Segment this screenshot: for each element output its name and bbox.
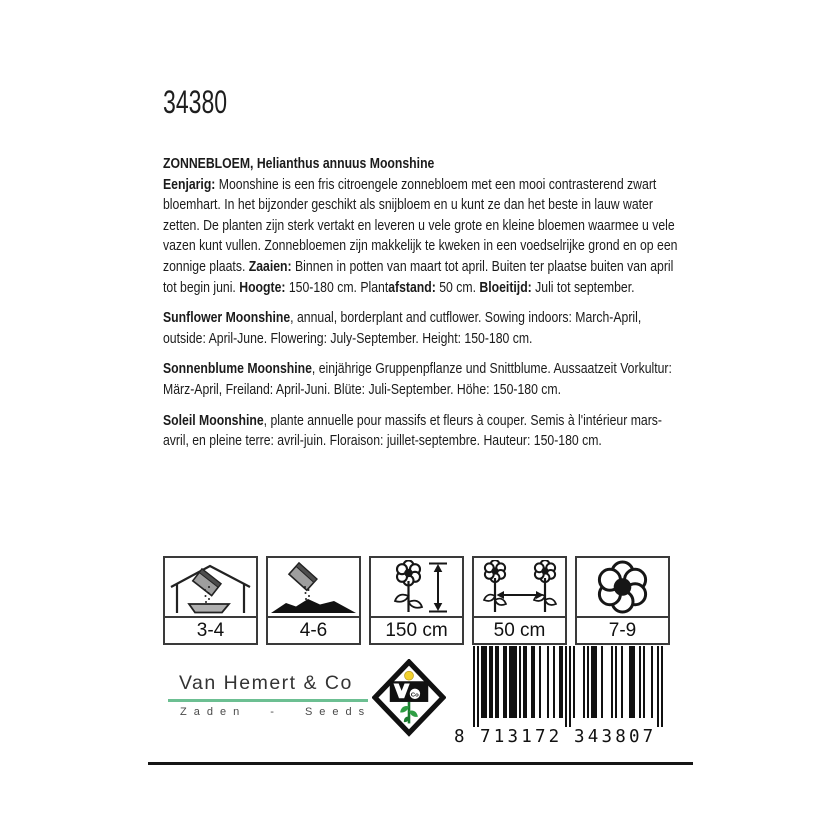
sow-outdoors-icon [268,558,359,618]
brand-name: Van Hemert & Co [179,672,353,694]
pictogram-plant-height [369,556,464,645]
paragraph-dutch: Eenjarig: Moonshine is een fris citroengele zonnebloem met een mooi contrasterend zwart bloemhart. In het bijzonder geschikt als snijbloem en u kunt ze dan het beste in lauw water zetten. De planten zijn sterk vertakt en leveren u vele grote en kleine bloemen waarmee u vele vazen kunt vullen. Zonnebloemen zijn makkelijk te kweken in een voedselrijke grond en op een zonnige plaats. Zaaien: Binnen in potten van maart tot april. Buiten ter plaatse buiten van april tot begin juni. Hoogte: 150-180 cm. Plantafstand: 50 cm. Bloeitijd: Juli tot september. [163,175,678,296]
barcode-digits-left: 713172 [480,727,563,747]
paragraph-german: Sonnenblume Moonshine, einjährige Gruppenpflanze und Snittblume. Aussaatzeit Vorkultur: März-April, Freiland: April-Juni. Blüte: Juli-September. Höhe: 150-180 cm. [163,360,672,398]
brand-underline [168,699,368,702]
barcode-digit-first: 8 [454,727,468,747]
description [163,154,679,462]
sow-indoors-months: 3-4 [196,619,225,641]
pictogram-plant-spacing [472,556,567,645]
ean-barcode [450,645,665,747]
barcode-bars [473,646,663,727]
paragraph-french: Soleil Moonshine, plante annuelle pour massifs et fleurs à couper. Semis à l'intérieur mars-avril, en pleine terre: avril-juin. Floraison: juillet-septembre. Hauteur: 150-180 cm. [163,411,662,450]
pictogram-strip [163,556,670,645]
svg-text:Co: Co [410,692,419,699]
paragraph-english: Sunflower Moonshine, annual, borderplant and cutflower. Sowing indoors: March-April, outside: April-June. Flowering: July-September. Height: 150-180 cm. [163,309,642,347]
plant-height-value: 150 cm [385,619,448,641]
brand-diamond-logo-icon [372,659,446,739]
flowering-period-icon [577,558,668,618]
pictogram-sow-indoors [163,556,258,645]
sow-indoors-icon [165,558,256,618]
flowering-months: 7-9 [608,619,637,641]
pictogram-sow-outdoors [266,556,361,645]
brand-tagline: Zaden - Seeds [180,706,372,718]
plant-spacing-icon [474,558,565,618]
pictogram-flowering [575,556,670,645]
bottom-rule [148,762,693,765]
article-number: 34380 [163,84,228,120]
description-paragraphs [163,175,679,452]
sow-outdoors-months: 4-6 [299,619,328,641]
variety-title: ZONNEBLOEM, Helianthus annuus Moonshine [163,155,435,172]
plant-height-icon [371,558,462,618]
barcode-digits-right: 343807 [574,727,657,747]
plant-spacing-value: 50 cm [493,619,546,641]
